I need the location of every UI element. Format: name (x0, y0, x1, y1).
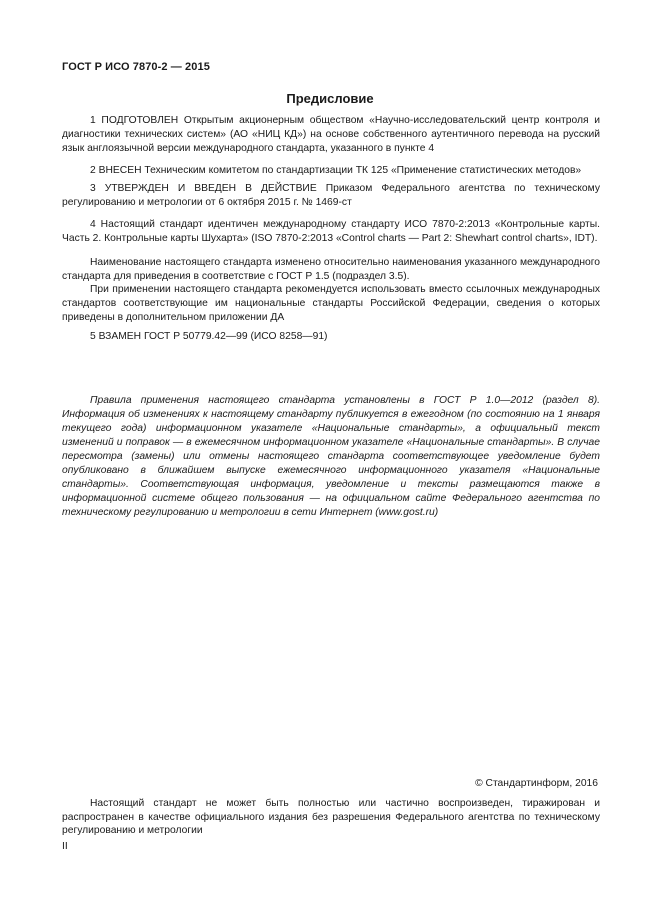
paragraph-3: 3 УТВЕРЖДЕН И ВВЕДЕН В ДЕЙСТВИЕ Приказом Федерального агентства по техническому регулированию и метрологии от 6 октября 2015 г. № 1469-ст (62, 183, 600, 208)
paragraph-6: При применении настоящего стандарта рекомендуется использовать вместо ссылочных международных стандартов соответствующие им национальные стандарты Российской Федерации, сведения о которых приведены в дополнительном приложении ДА (62, 284, 600, 323)
paragraph-5: Наименование настоящего стандарта изменено относительно наименования указанного международного стандарта для приведения в соответствие с ГОСТ Р 1.5 (подраздел 3.5). (62, 257, 600, 282)
page-title: Предисловие (286, 91, 374, 106)
copyright: © Стандартинформ, 2016 (475, 778, 598, 789)
reproduction-note: Настоящий стандарт не может быть полностью или частично воспроизведен, тиражирован и распространен в качестве официального издания без разрешения Федерального агентства по техническому регулированию и метрологии (62, 798, 600, 836)
page-number: II (62, 841, 68, 852)
paragraph-2: 2 ВНЕСЕН Техническим комитетом по стандартизации ТК 125 «Применение статистических методов» (90, 165, 582, 176)
paragraph-4: 4 Настоящий стандарт идентичен международному стандарту ИСО 7870-2:2013 «Контрольные карты. Часть 2. Контрольные карты Шухарта» (ISO 7870-2:2013 «Control charts — Part 2: Shewhart control charts», IDT). (62, 219, 600, 244)
document-header: ГОСТ Р ИСО 7870-2 — 2015 (62, 61, 210, 73)
paragraph-1: 1 ПОДГОТОВЛЕН Открытым акционерным обществом «Научно-исследовательский центр контроля и диагностики технических систем» (АО «НИЦ КД») на основе собственного аутентичного перевода на русский язык англоязычной версии международного стандарта, указанного в пункте 4 (62, 115, 600, 154)
paragraph-7: 5 ВЗАМЕН ГОСТ Р 50779.42—99 (ИСО 8258—91) (90, 331, 328, 342)
notice-paragraph: Правила применения настоящего стандарта установлены в ГОСТ Р 1.0—2012 (раздел 8). Информация об изменениях к настоящему стандарту публикуется в ежегодном (по состоянию на 1 января текущего года) информационном указателе «Национальные стандарты», а официальный текст изменений и поправок — в ежемесячном информационном указателе «Национальные стандарты». В случае пересмотра (замены) или отмены настоящего стандарта соответствующее уведомление будет опубликовано в ближайшем выпуске ежемесячного информационного указателя «Национальные стандарты». Соответствующая информация, уведомление и тексты размещаются также в информационной системе общего пользования — на официальном сайте Федерального агентства по техническому регулированию и метрологии в сети Интернет (www.gost.ru) (62, 395, 600, 518)
